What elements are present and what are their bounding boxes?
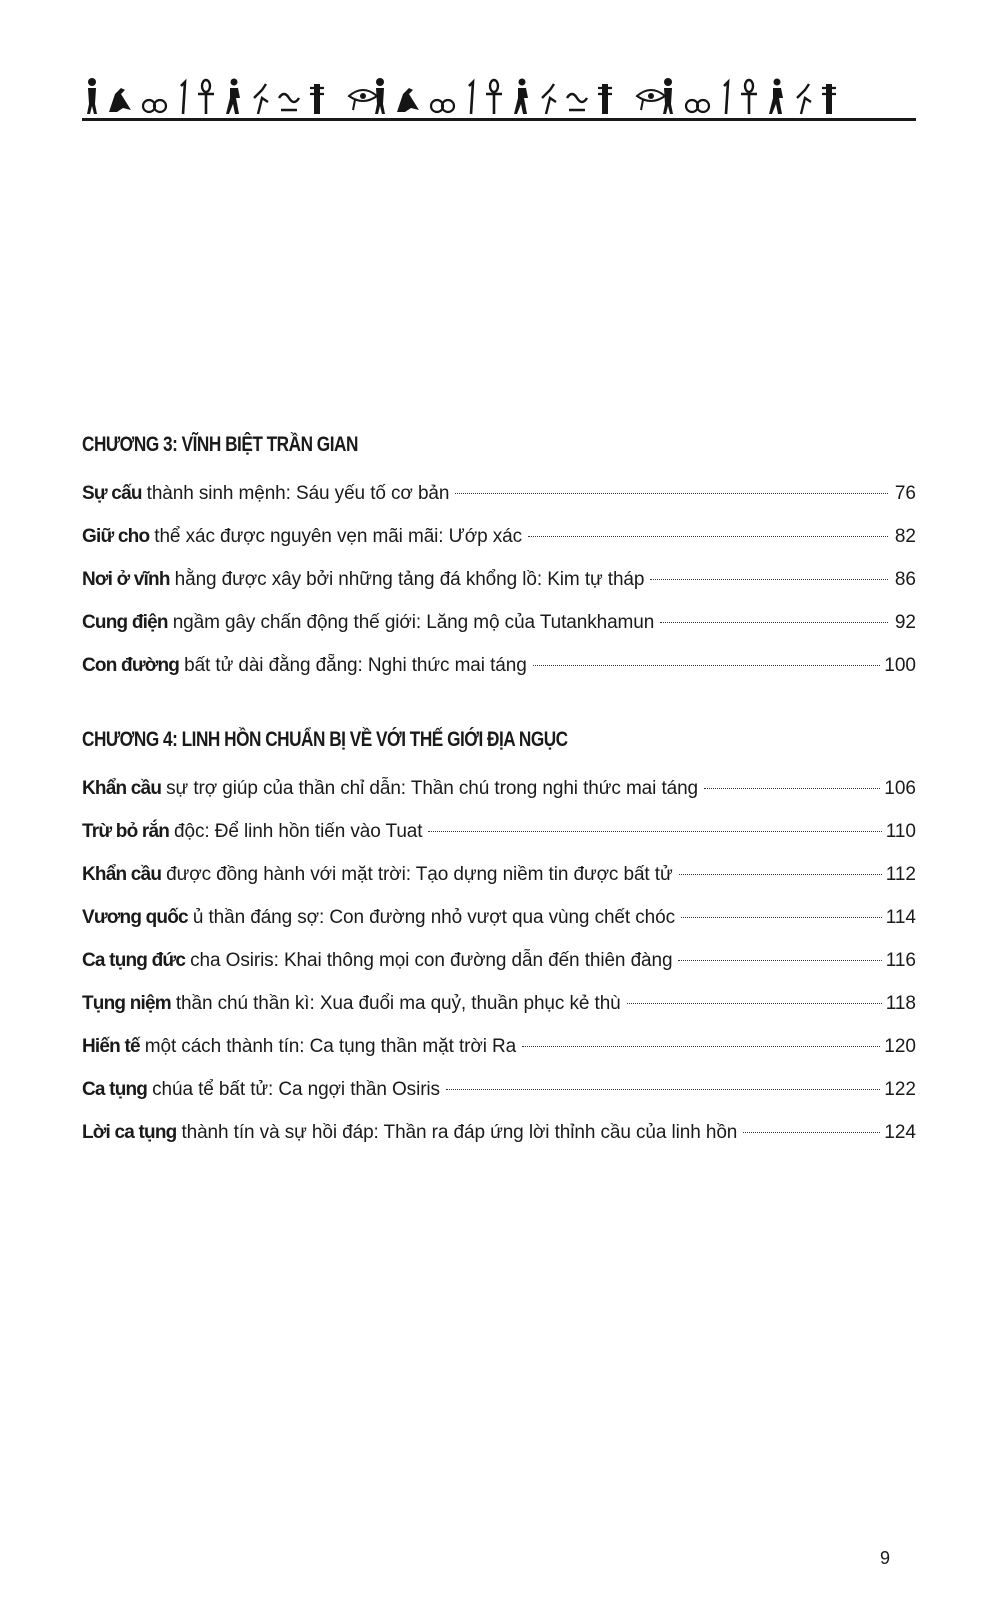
dot-leader (681, 917, 882, 918)
entry-lead: Sự cấu (82, 483, 142, 504)
entry-text: thể xác được nguyên vẹn mãi mãi: Ướp xác (154, 526, 523, 547)
entry-page-number: 124 (884, 1122, 916, 1143)
entry-text: ủ thần đáng sợ: Con đường nhỏ vượt qua vùng chết chóc (192, 907, 675, 928)
hieroglyph-glyph (254, 84, 268, 114)
entry-page-number: 114 (885, 907, 916, 928)
dot-leader (446, 1089, 880, 1090)
hieroglyph-glyph (648, 93, 654, 99)
entry-text: cha Osiris: Khai thông mọi con đường dẫn đến thiên đàng (190, 950, 673, 971)
hieroglyph-glyph (469, 82, 473, 114)
hieroglyph-glyph (397, 88, 419, 112)
entry-lead: Con đường (82, 655, 180, 676)
entry-lead: Nơi ở vĩnh (82, 569, 170, 590)
hieroglyph-glyph (486, 92, 502, 114)
page-number: 9 (880, 1548, 891, 1568)
toc-entry[interactable] (82, 982, 916, 1025)
toc-entry[interactable] (82, 1068, 916, 1111)
entry-text: chúa tể bất tử: Ca ngợi thần Osiris (152, 1079, 440, 1100)
hieroglyph-glyph (664, 78, 672, 86)
entry-lead: Khẩn cầu (82, 778, 162, 799)
toc-entry[interactable] (82, 644, 916, 687)
hieroglyph-glyph (360, 93, 366, 99)
entry-text: thần chú thần kì: Xua đuổi ma quỷ, thuần phục kẻ thù (175, 993, 621, 1014)
entry-text: sự trợ giúp của thần chỉ dẫn: Thần chú trong nghi thức mai táng (166, 778, 699, 799)
hieroglyph-glyph (88, 78, 96, 86)
dot-leader (455, 493, 888, 494)
entry-lead: Ca tụng đức (82, 950, 186, 971)
chapter-title: CHƯƠNG 4: LINH HỒN CHUẨN BỊ VỀ VỚI THẾ GIỚI ĐỊA NGỤC (82, 728, 568, 751)
dot-leader (660, 622, 888, 623)
dot-leader (678, 960, 881, 961)
hieroglyph-glyph (198, 92, 214, 114)
dot-leader (679, 874, 882, 875)
entry-page-number: 122 (884, 1079, 916, 1100)
entry-page-number: 118 (885, 993, 916, 1014)
entry-lead: Cung điện (82, 612, 168, 633)
toc-entry[interactable] (82, 472, 916, 515)
entry-text: bất tử dài đằng đẵng: Nghi thức mai táng (184, 655, 527, 676)
hieroglyph-glyph (724, 82, 728, 114)
entry-page-number: 112 (885, 864, 916, 885)
toc-entry[interactable] (82, 601, 916, 644)
toc-entry[interactable] (82, 515, 916, 558)
hieroglyph-glyph (375, 88, 385, 114)
hieroglyph-glyph (774, 79, 781, 86)
hieroglyph-glyph (769, 88, 783, 114)
toc-entry[interactable] (82, 810, 916, 853)
dot-leader (428, 831, 881, 832)
entry-lead: Giữ cho (82, 526, 150, 547)
dot-leader (533, 665, 881, 666)
entry-lead: Ca tụng (82, 1079, 148, 1100)
table-of-contents (82, 430, 916, 1154)
hieroglyph-glyph (490, 80, 498, 92)
entry-page-number: 106 (884, 778, 916, 799)
entry-lead: Vương quốc (82, 907, 188, 928)
entry-page-number: 86 (894, 569, 916, 590)
entry-page-number: 116 (885, 950, 916, 971)
hieroglyph-glyph (231, 79, 238, 86)
hieroglyph-glyph (542, 84, 556, 114)
dot-leader (522, 1046, 880, 1047)
entry-text: được đồng hành với mặt trời: Tạo dựng niềm tin được bất tử (166, 864, 673, 885)
hieroglyph-glyph (279, 94, 299, 110)
hieroglyph-glyph (519, 79, 526, 86)
entry-page-number: 92 (894, 612, 916, 633)
entry-lead: Tụng niệm (82, 993, 171, 1014)
entry-text: một cách thành tín: Ca tụng thần mặt trời Ra (144, 1036, 517, 1057)
chapter-4 (82, 725, 916, 1154)
entry-page-number: 110 (885, 821, 916, 842)
entry-page-number: 76 (894, 483, 916, 504)
toc-entry[interactable] (82, 1111, 916, 1154)
hieroglyph-glyph (181, 82, 185, 114)
toc-entry[interactable] (82, 939, 916, 982)
entry-page-number: 120 (884, 1036, 916, 1057)
dot-leader (650, 579, 888, 580)
hieroglyph-glyph (663, 88, 673, 114)
hieroglyph-glyph (226, 88, 240, 114)
hieroglyph-glyph (353, 100, 355, 110)
header-rule (82, 118, 916, 121)
entry-text: thành tín và sự hồi đáp: Thần ra đáp ứng lời thỉnh cầu của linh hồn (181, 1122, 738, 1143)
hieroglyph-border-icon (82, 68, 916, 122)
hieroglyph-glyph (109, 88, 131, 112)
hieroglyph-glyph (741, 92, 757, 114)
toc-entry[interactable] (82, 896, 916, 939)
hieroglyph-glyph (87, 88, 97, 114)
hieroglyph-glyph (202, 80, 210, 92)
toc-entry[interactable] (82, 853, 916, 896)
dot-leader (743, 1132, 880, 1133)
entry-text: độc: Để linh hồn tiến vào Tuat (174, 821, 423, 842)
entry-text: thành sinh mệnh: Sáu yếu tố cơ bản (146, 483, 450, 504)
hieroglyph-glyph (376, 78, 384, 86)
entry-text: ngầm gây chấn động thế giới: Lăng mộ của Tutankhamun (172, 612, 655, 633)
chapter-3 (82, 430, 916, 687)
dot-leader (704, 788, 880, 789)
entry-lead: Khẩn cầu (82, 864, 162, 885)
toc-entry[interactable] (82, 1025, 916, 1068)
entry-lead: Trừ bỏ rắn (82, 821, 170, 842)
hieroglyph-glyph (797, 84, 811, 114)
entry-page-number: 82 (894, 526, 916, 547)
dot-leader (627, 1003, 882, 1004)
toc-entry[interactable] (82, 767, 916, 810)
chapter-title: CHƯƠNG 3: VĨNH BIỆT TRẦN GIAN (82, 433, 358, 456)
entry-text: hằng được xây bởi những tảng đá khổng lồ: Kim tự tháp (174, 569, 645, 590)
entry-lead: Lời ca tụng (82, 1122, 177, 1143)
hieroglyph-glyph (567, 94, 587, 110)
hieroglyph-glyph (641, 100, 643, 110)
entry-page-number: 100 (884, 655, 916, 676)
hieroglyph-glyph (514, 88, 528, 114)
dot-leader (528, 536, 888, 537)
toc-entry[interactable] (82, 558, 916, 601)
hieroglyph-glyph (745, 80, 753, 92)
entry-lead: Hiến tế (82, 1036, 140, 1057)
